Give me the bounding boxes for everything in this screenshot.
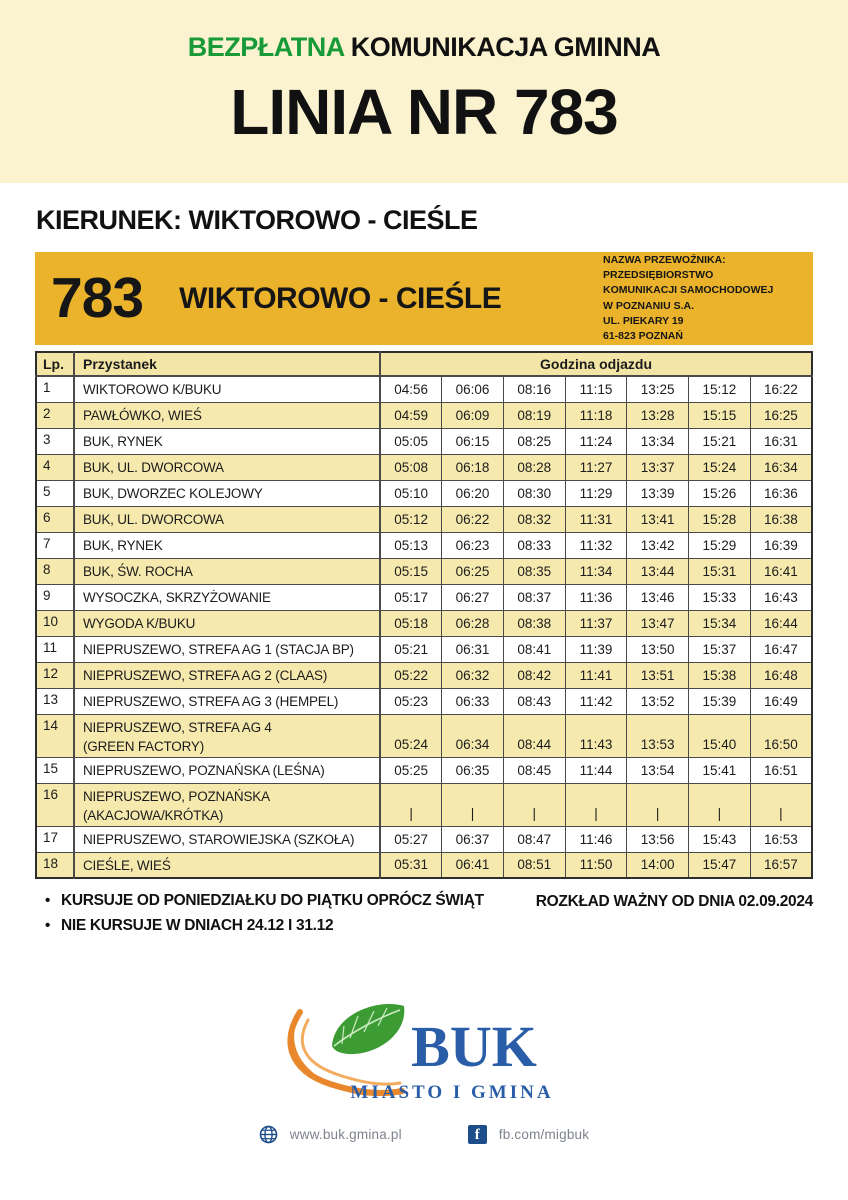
direction-heading: KIERUNEK: WIKTOROWO - CIEŚLE <box>36 205 478 235</box>
row-number-cell: 8 <box>36 558 74 584</box>
row-number-cell: 7 <box>36 532 74 558</box>
stop-name-cell: CIEŚLE, WIEŚ <box>74 852 380 878</box>
timetable-row <box>36 636 812 662</box>
timetable-row <box>36 428 812 454</box>
stop-name-cell: NIEPRUSZEWO, STREFA AG 1 (STACJA BP) <box>74 636 380 662</box>
departure-time-cell: 11:42 <box>565 688 627 714</box>
timetable <box>35 351 813 879</box>
stop-name-cell: PAWŁÓWKO, WIEŚ <box>74 402 380 428</box>
timetable-row <box>36 558 812 584</box>
departure-time-cell: | <box>503 783 565 826</box>
departure-time-cell: 13:51 <box>627 662 689 688</box>
departure-time-cell: 06:22 <box>442 506 504 532</box>
departure-time-cell: 08:41 <box>503 636 565 662</box>
departure-time-cell: 16:44 <box>750 610 812 636</box>
logo-subtitle: MIASTO I GMINA <box>350 1082 554 1104</box>
departure-time-cell: 15:33 <box>689 584 751 610</box>
departure-time-cell: 11:43 <box>565 714 627 757</box>
route-name: WIKTOROWO - CIEŚLE <box>179 281 502 315</box>
departure-time-cell: 05:18 <box>380 610 442 636</box>
departure-time-cell: 15:41 <box>689 757 751 783</box>
buk-logo-graphic <box>274 994 574 1112</box>
departure-time-cell: 08:19 <box>503 402 565 428</box>
departure-time-cell: 16:57 <box>750 852 812 878</box>
departure-time-cell: 11:29 <box>565 480 627 506</box>
departure-time-cell: 14:00 <box>627 852 689 878</box>
departure-time-cell: 15:38 <box>689 662 751 688</box>
departure-time-cell: 13:54 <box>627 757 689 783</box>
website-url: www.buk.gmina.pl <box>289 1127 402 1143</box>
departure-time-cell: 11:18 <box>565 402 627 428</box>
departure-time-cell: 11:50 <box>565 852 627 878</box>
departure-time-cell: 08:16 <box>503 376 565 402</box>
facebook-url: fb.com/migbuk <box>498 1127 590 1143</box>
departure-time-cell: 08:25 <box>503 428 565 454</box>
departure-time-cell: 08:45 <box>503 757 565 783</box>
stop-name-cell: WIKTOROWO K/BUKU <box>74 376 380 402</box>
departure-time-cell: 05:24 <box>380 714 442 757</box>
note-item: • NIE KURSUJE W DNIACH 24.12 I 31.12 <box>35 917 484 935</box>
departure-time-cell: 06:31 <box>442 636 504 662</box>
departure-time-cell: 15:37 <box>689 636 751 662</box>
row-number-cell: 9 <box>36 584 74 610</box>
timetable-body <box>36 376 812 878</box>
departure-time-cell: 15:28 <box>689 506 751 532</box>
row-number-cell: 15 <box>36 757 74 783</box>
route-banner <box>35 252 813 345</box>
departure-time-cell: 06:33 <box>442 688 504 714</box>
globe-icon <box>259 1125 278 1144</box>
stop-name-cell: BUK, RYNEK <box>74 428 380 454</box>
departure-time-cell: 13:53 <box>627 714 689 757</box>
carrier-info <box>603 253 805 344</box>
stop-name-cell: WYSOCZKA, SKRZYŻOWANIE <box>74 584 380 610</box>
carrier-line: NAZWA PRZEWOŹNIKA: <box>603 253 726 266</box>
departure-time-cell: 05:13 <box>380 532 442 558</box>
departure-time-cell: 16:53 <box>750 826 812 852</box>
departure-time-cell: 11:41 <box>565 662 627 688</box>
stop-name-cell: NIEPRUSZEWO, POZNAŃSKA (LEŚNA) <box>74 757 380 783</box>
row-number-cell: 11 <box>36 636 74 662</box>
departure-time-cell: 05:25 <box>380 757 442 783</box>
departure-time-cell: 11:15 <box>565 376 627 402</box>
departure-time-cell: 08:30 <box>503 480 565 506</box>
departure-time-cell: 05:23 <box>380 688 442 714</box>
departure-time-cell: 04:56 <box>380 376 442 402</box>
departure-time-cell: 05:31 <box>380 852 442 878</box>
row-number-cell: 17 <box>36 826 74 852</box>
carrier-line: 61-823 POZNAŃ <box>603 329 683 342</box>
departure-time-cell: 05:17 <box>380 584 442 610</box>
row-number-cell: 10 <box>36 610 74 636</box>
banner-subtitle <box>0 32 848 63</box>
departure-time-cell: 15:12 <box>689 376 751 402</box>
column-header-lp: Lp. <box>36 352 74 376</box>
departure-time-cell: 06:41 <box>442 852 504 878</box>
departure-time-cell: | <box>380 783 442 826</box>
leaf-icon <box>332 1004 404 1054</box>
stop-name-cell: NIEPRUSZEWO, STREFA AG 4 (GREEN FACTORY) <box>74 714 380 757</box>
departure-time-cell: 11:27 <box>565 454 627 480</box>
row-number-cell: 2 <box>36 402 74 428</box>
timetable-header-row <box>36 352 812 376</box>
timetable-row <box>36 584 812 610</box>
departure-time-cell: 08:33 <box>503 532 565 558</box>
timetable-row <box>36 714 812 757</box>
subtitle-rest: KOMUNIKACJA GMINNA <box>350 32 661 62</box>
departure-time-cell: 06:35 <box>442 757 504 783</box>
departure-time-cell: 15:24 <box>689 454 751 480</box>
departure-time-cell: 16:25 <box>750 402 812 428</box>
departure-time-cell: 16:43 <box>750 584 812 610</box>
departure-time-cell: 11:36 <box>565 584 627 610</box>
departure-time-cell: 06:32 <box>442 662 504 688</box>
row-number-cell: 4 <box>36 454 74 480</box>
departure-time-cell: 05:10 <box>380 480 442 506</box>
departure-time-cell: 13:25 <box>627 376 689 402</box>
departure-time-cell: 13:37 <box>627 454 689 480</box>
departure-time-cell: 06:37 <box>442 826 504 852</box>
facebook-icon <box>468 1125 487 1144</box>
notes-section <box>35 892 813 942</box>
departure-time-cell: 06:20 <box>442 480 504 506</box>
departure-time-cell: 16:41 <box>750 558 812 584</box>
departure-time-cell: 13:52 <box>627 688 689 714</box>
departure-time-cell: 05:15 <box>380 558 442 584</box>
column-header-departures: Godzina odjazdu <box>380 352 812 376</box>
timetable-row <box>36 662 812 688</box>
line-title: LINIA NR 783 <box>230 76 618 148</box>
departure-time-cell: 08:42 <box>503 662 565 688</box>
timetable-row <box>36 757 812 783</box>
municipality-logo <box>0 994 848 1117</box>
departure-time-cell: 16:48 <box>750 662 812 688</box>
timetable-row <box>36 783 812 826</box>
notes-list <box>35 892 484 942</box>
departure-time-cell: 06:09 <box>442 402 504 428</box>
departure-time-cell: | <box>627 783 689 826</box>
timetable-row <box>36 610 812 636</box>
departure-time-cell: 08:35 <box>503 558 565 584</box>
departure-time-cell: 11:24 <box>565 428 627 454</box>
row-number-cell: 5 <box>36 480 74 506</box>
departure-time-cell: | <box>750 783 812 826</box>
departure-time-cell: 05:12 <box>380 506 442 532</box>
departure-time-cell: 13:56 <box>627 826 689 852</box>
row-number-cell: 18 <box>36 852 74 878</box>
timetable-row <box>36 688 812 714</box>
footer-links <box>0 1125 848 1144</box>
carrier-line: UL. PIEKARY 19 <box>603 314 684 327</box>
validity-date: ROZKŁAD WAŻNY OD DNIA 02.09.2024 <box>535 893 813 911</box>
departure-time-cell: 11:32 <box>565 532 627 558</box>
departure-time-cell: 15:31 <box>689 558 751 584</box>
departure-time-cell: 13:34 <box>627 428 689 454</box>
row-number-cell: 1 <box>36 376 74 402</box>
departure-time-cell: 06:34 <box>442 714 504 757</box>
top-banner <box>0 0 848 183</box>
departure-time-cell: | <box>689 783 751 826</box>
stop-name-cell: BUK, ŚW. ROCHA <box>74 558 380 584</box>
departure-time-cell: 15:43 <box>689 826 751 852</box>
departure-time-cell: 13:50 <box>627 636 689 662</box>
departure-time-cell: 08:28 <box>503 454 565 480</box>
departure-time-cell: 13:47 <box>627 610 689 636</box>
stop-name-cell: BUK, UL. DWORCOWA <box>74 454 380 480</box>
departure-time-cell: 16:49 <box>750 688 812 714</box>
departure-time-cell: 08:43 <box>503 688 565 714</box>
timetable-row <box>36 376 812 402</box>
departure-time-cell: 13:46 <box>627 584 689 610</box>
stop-name-cell: BUK, UL. DWORCOWA <box>74 506 380 532</box>
departure-time-cell: 15:29 <box>689 532 751 558</box>
timetable-row <box>36 402 812 428</box>
departure-time-cell: 11:34 <box>565 558 627 584</box>
departure-time-cell: 06:27 <box>442 584 504 610</box>
departure-time-cell: 06:06 <box>442 376 504 402</box>
facebook-glyph: f <box>474 1127 480 1144</box>
departure-time-cell: 06:15 <box>442 428 504 454</box>
departure-time-cell: 16:50 <box>750 714 812 757</box>
carrier-line: W POZNANIU S.A. <box>603 299 694 312</box>
row-number-cell: 14 <box>36 714 74 757</box>
departure-time-cell: | <box>565 783 627 826</box>
website-link[interactable] <box>259 1125 402 1144</box>
departure-time-cell: 06:23 <box>442 532 504 558</box>
stop-name-cell: BUK, RYNEK <box>74 532 380 558</box>
row-number-cell: 12 <box>36 662 74 688</box>
stop-name-cell: NIEPRUSZEWO, STREFA AG 3 (HEMPEL) <box>74 688 380 714</box>
departure-time-cell: 15:34 <box>689 610 751 636</box>
departure-time-cell: | <box>442 783 504 826</box>
timetable-row <box>36 480 812 506</box>
stop-name-cell: NIEPRUSZEWO, POZNAŃSKA (AKACJOWA/KRÓTKA) <box>74 783 380 826</box>
departure-time-cell: 08:47 <box>503 826 565 852</box>
free-label: BEZPŁATNA <box>187 32 344 62</box>
departure-time-cell: 04:59 <box>380 402 442 428</box>
stop-name-cell: WYGODA K/BUKU <box>74 610 380 636</box>
departure-time-cell: 16:31 <box>750 428 812 454</box>
departure-time-cell: 11:39 <box>565 636 627 662</box>
stop-name-cell: NIEPRUSZEWO, STAROWIEJSKA (SZKOŁA) <box>74 826 380 852</box>
stop-name-cell: BUK, DWORZEC KOLEJOWY <box>74 480 380 506</box>
departure-time-cell: 08:32 <box>503 506 565 532</box>
stop-name-cell: NIEPRUSZEWO, STREFA AG 2 (CLAAS) <box>74 662 380 688</box>
departure-time-cell: 13:39 <box>627 480 689 506</box>
departure-time-cell: 08:37 <box>503 584 565 610</box>
timetable-row <box>36 532 812 558</box>
departure-time-cell: 06:18 <box>442 454 504 480</box>
timetable-row <box>36 826 812 852</box>
departure-time-cell: 13:42 <box>627 532 689 558</box>
note-item: • KURSUJE OD PONIEDZIAŁKU DO PIĄTKU OPRÓCZ ŚWIĄT <box>35 892 484 910</box>
logo-name: BUK <box>411 1014 537 1080</box>
timetable-row <box>36 506 812 532</box>
departure-time-cell: 08:44 <box>503 714 565 757</box>
departure-time-cell: 15:21 <box>689 428 751 454</box>
row-number-cell: 3 <box>36 428 74 454</box>
departure-time-cell: 16:51 <box>750 757 812 783</box>
departure-time-cell: 16:39 <box>750 532 812 558</box>
departure-time-cell: 16:36 <box>750 480 812 506</box>
row-number-cell: 16 <box>36 783 74 826</box>
departure-time-cell: 05:21 <box>380 636 442 662</box>
row-number-cell: 6 <box>36 506 74 532</box>
departure-time-cell: 05:27 <box>380 826 442 852</box>
departure-time-cell: 16:22 <box>750 376 812 402</box>
departure-time-cell: 11:46 <box>565 826 627 852</box>
column-header-stop: Przystanek <box>74 352 380 376</box>
departure-time-cell: 08:38 <box>503 610 565 636</box>
departure-time-cell: 13:41 <box>627 506 689 532</box>
departure-time-cell: 06:28 <box>442 610 504 636</box>
carrier-line: PRZEDSIĘBIORSTWO <box>603 269 714 282</box>
carrier-line: KOMUNIKACJI SAMOCHODOWEJ <box>603 284 774 297</box>
departure-time-cell: 13:44 <box>627 558 689 584</box>
route-number: 783 <box>51 266 144 330</box>
departure-time-cell: 11:37 <box>565 610 627 636</box>
departure-time-cell: 15:47 <box>689 852 751 878</box>
departure-time-cell: 11:31 <box>565 506 627 532</box>
departure-time-cell: 05:22 <box>380 662 442 688</box>
departure-time-cell: 16:34 <box>750 454 812 480</box>
departure-time-cell: 11:44 <box>565 757 627 783</box>
departure-time-cell: 16:38 <box>750 506 812 532</box>
departure-time-cell: 15:26 <box>689 480 751 506</box>
departure-time-cell: 15:40 <box>689 714 751 757</box>
departure-time-cell: 13:28 <box>627 402 689 428</box>
row-number-cell: 13 <box>36 688 74 714</box>
departure-time-cell: 05:05 <box>380 428 442 454</box>
timetable-row <box>36 454 812 480</box>
departure-time-cell: 05:08 <box>380 454 442 480</box>
departure-time-cell: 15:15 <box>689 402 751 428</box>
departure-time-cell: 16:47 <box>750 636 812 662</box>
departure-time-cell: 06:25 <box>442 558 504 584</box>
timetable-row <box>36 852 812 878</box>
departure-time-cell: 08:51 <box>503 852 565 878</box>
facebook-link[interactable] <box>468 1125 589 1144</box>
departure-time-cell: 15:39 <box>689 688 751 714</box>
